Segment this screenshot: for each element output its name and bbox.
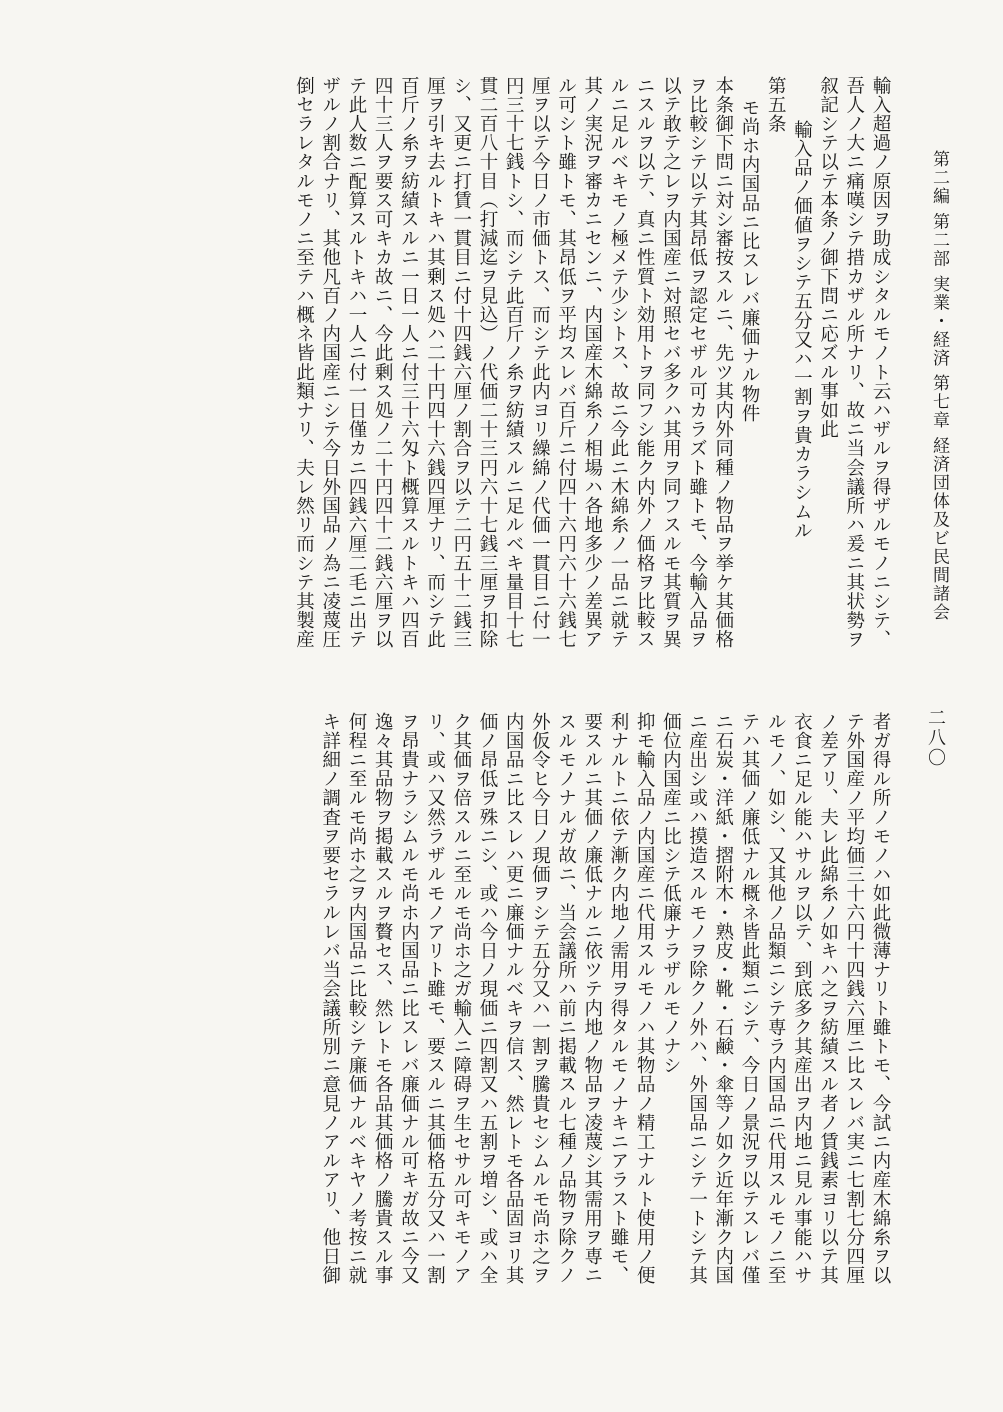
text-line: ノ差アリ、夫レ此綿糸ノ如キハ之ヲ紡績スル者ノ賃銭素ヨリ以テ其 xyxy=(817,712,839,1285)
text-line: ルニ足ルベキモノ極メテ少シトス、故ニ今此ニ木綿糸ノ一品ニ就テ xyxy=(607,76,629,649)
article-heading-text: モ尚ホ内国品ニ比スレバ廉価ナル物件 xyxy=(738,98,760,423)
text-line: テ外国産ノ平均価三十六円十四銭六厘ニ比スレバ実ニ七割七分四厘 xyxy=(843,712,865,1285)
top-text-block xyxy=(263,76,893,666)
text-line: 逸々其品物ヲ掲載スルヲ贅セス、然レトモ各品其価格ノ騰貴スル事 xyxy=(372,712,394,1285)
text-line: キ詳細ノ調査ヲ要セラルレバ当会議所別ニ意見ノアルアリ、他日御 xyxy=(319,712,341,1285)
text-line: 厘ヲ以テ今日ノ市価トス、而シテ此内ヨリ繰綿ノ代価一貫目ニ付一 xyxy=(529,76,551,649)
text-line: リ、或ハ又然ラザルモノアリト雖モ、要スルニ其価格五分又ハ一割 xyxy=(424,712,446,1285)
text-line: 本条御下問ニ対シ審按スルニ、先ツ其内外同種ノ物品ヲ挙ケ其価格 xyxy=(712,76,734,649)
text-line: 価位内国産ニ比シテ低廉ナラザルモノナシ xyxy=(660,712,682,1075)
text-line: 其ノ実況ヲ審カニセンニ、内国産木綿糸ノ相場ハ各地多少ノ差異ア xyxy=(581,76,603,649)
text-line: シ、又更ニ打賃一貫目ニ付十四銭六厘ノ割合ヲ以テ二円五十二銭三 xyxy=(450,76,472,649)
article-number: 第五条 xyxy=(765,76,787,134)
text-line: 者ガ得ル所ノモノハ如此微薄ナリト雖トモ、今試ニ内産木綿糸ヲ以 xyxy=(870,712,891,1285)
text-line: テ此人数ニ配算スルトキハ一人ニ付一日僅カニ四銭六厘二毛ニ出テ xyxy=(345,76,367,649)
text-line: 百斤ノ糸ヲ紡績スルニ一日一人ニ付三十六匁ト概算スルトキハ四百 xyxy=(398,76,420,649)
text-line: ル可シト雖トモ、其昂低ヲ平均スレバ百斤ニ付四十六円六十六銭七 xyxy=(555,76,577,649)
text-line: スルモノナルガ故ニ、当会議所ハ前ニ掲載スル七種ノ品物ヲ除クノ xyxy=(555,712,577,1285)
running-header: 第二編 第二部 実業・経済 第七章 経済団体及ビ民間諸会 xyxy=(929,150,949,622)
text-line: 要スルニ其価ノ廉低ナルニ依ツテ内地ノ物品ヲ凌蔑シ其需用ヲ専ニ xyxy=(581,712,603,1285)
text-line: ク其価ヲ倍スルニ至ルモ尚ホ之ガ輸入ニ障碍ヲ生セサル可キモノア xyxy=(450,712,472,1285)
text-line: 厘ヲ引キ去ルトキハ其剰ス処ハ二十円四十六銭四厘ナリ、而シテ此 xyxy=(424,76,446,649)
text-line: 外仮令ヒ今日ノ現価ヲシテ五分又ハ一割ヲ騰貴セシムルモ尚ホ之ヲ xyxy=(529,712,551,1285)
text-line: ヲ昂貴ナラシムルモ尚ホ内国品ニ比スレバ廉価ナル可キガ故ニ今又 xyxy=(398,712,420,1285)
text-line: 輸入超過ノ原因ヲ助成シタルモノト云ハザルヲ得ザルモノニシテ、 xyxy=(870,76,891,649)
text-line: 以テ敢テ之レヲ内国産ニ対照セバ多クハ其用ヲ同フスルモ其質ヲ異 xyxy=(660,76,682,649)
article-heading-text: 輸入品ノ価値ヲシテ五分又ハ一割ヲ貴カラシムル xyxy=(791,120,813,541)
text-line: 円三十七銭トシ、而シテ此百斤ノ糸ヲ紡績スルニ足ルベキ量目十七 xyxy=(503,76,525,649)
text-line: 利ナルトニ依テ漸ク内地ノ需用ヲ得タルモノナキニアラスト雖モ、 xyxy=(607,712,629,1285)
text-line: 内国品ニ比スレハ更ニ廉価ナルベキヲ信ス、然レトモ各品固ヨリ其 xyxy=(503,712,525,1285)
text-line: 抑モ輸入品ノ内国産ニ代用スルモノハ其物品ノ精工ナルト使用ノ便 xyxy=(634,712,656,1285)
page-number: 二八〇 xyxy=(925,708,946,768)
bottom-text-block xyxy=(283,712,893,1342)
text-line: 価ノ昂低ヲ殊ニシ、或ハ今日ノ現価ニ四割又ハ五割ヲ増シ、或ハ全 xyxy=(476,712,498,1285)
text-line: ニスルヲ以テ、真ニ性質ト効用トヲ同フシ能ク内外ノ価格ヲ比較ス xyxy=(634,76,656,649)
text-line: 貫二百八十目（打減迄ヲ見込）ノ代価二十三円六十七銭三厘ヲ扣除 xyxy=(476,76,498,649)
text-line: ニ産出シ或ハ摸造スルモノヲ除クノ外ハ、外国品ニシテ一トシテ其 xyxy=(686,712,708,1285)
text-line: ニ石炭・洋紙・摺附木・熟皮・靴・石鹸・傘等ノ如ク近年漸ク内国 xyxy=(712,712,734,1285)
text-line: 四十三人ヲ要ス可キカ故ニ、今此剰ス処ノ二十円四十二銭六厘ヲ以 xyxy=(372,76,394,649)
text-line: 何程ニ至ルモ尚ホ之ヲ内国品ニ比較シテ廉価ナルベキヤノ考按ニ就 xyxy=(345,712,367,1285)
text-line: 衣食ニ足ル能ハサルヲ以テ、到底多ク其産出ヲ内地ニ見ル事能ハサ xyxy=(791,712,813,1285)
text-line: 叙記シテ以テ本条ノ御下問ニ応ズル事如此 xyxy=(817,76,839,439)
text-line: 吾人ノ大ニ痛嘆シテ措カザル所ナリ、故ニ当会議所ハ爰ニ其状勢ヲ xyxy=(843,76,865,649)
text-line: 倒セラレタルモノニ至テハ概ネ皆此類ナリ、夫レ然リ而シテ其製産 xyxy=(293,76,315,649)
text-line: ザルノ割合ナリ、其他凡百ノ内国産ニシテ今日外国品ノ為ニ凌蔑圧 xyxy=(319,76,341,649)
text-line: テハ其価ノ廉低ナル概ネ皆此類ニシテ、今日ノ景況ヲ以テスレバ僅 xyxy=(738,712,760,1285)
text-line: ヲ比較シテ以テ其昂低ヲ認定セザル可カラズト雖トモ、今輸入品ヲ xyxy=(686,76,708,649)
text-line: ルモノ、如シ、又其他ノ品類ニシテ専ラ内国品ニ代用スルモノニ至 xyxy=(765,712,787,1285)
